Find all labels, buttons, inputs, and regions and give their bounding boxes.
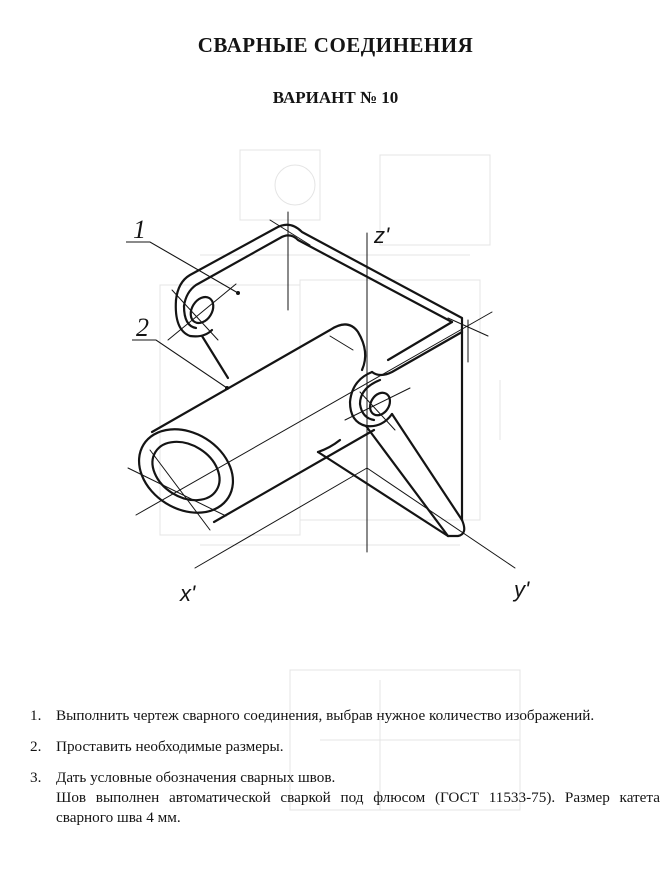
task-number: 3. xyxy=(30,769,42,786)
axis-label-y: y' xyxy=(514,577,530,602)
axis-label-x: x' xyxy=(180,581,196,606)
task-item-3 xyxy=(30,768,660,828)
axis-label-z: z' xyxy=(374,223,390,248)
task-text: Дать условные обозначения сварных швов. xyxy=(56,769,336,786)
task-text: Выполнить чертеж сварного соединения, выбрав нужное количество изображений. xyxy=(56,707,595,724)
part-label-2: 2 xyxy=(136,313,149,342)
task-item-1 xyxy=(30,706,660,726)
part-label-1: 1 xyxy=(133,215,146,244)
task-number: 1. xyxy=(30,707,42,724)
axis-lines xyxy=(128,212,515,568)
part-2-tube xyxy=(123,324,374,529)
part-1-bracket xyxy=(176,225,464,536)
task-item-2 xyxy=(30,737,660,757)
task-note: Шов выполнен автоматической сваркой под флюсом (ГОСТ 11533-75). Размер катета сварного шва 4 мм. xyxy=(56,789,660,826)
task-number: 2. xyxy=(30,738,42,755)
document-title: СВАРНЫЕ СОЕДИНЕНИЯ xyxy=(197,33,474,57)
task-list xyxy=(30,706,660,839)
task-text: Проставить необходимые размеры. xyxy=(56,738,284,755)
variant-heading: ВАРИАНТ № 10 xyxy=(272,88,399,107)
